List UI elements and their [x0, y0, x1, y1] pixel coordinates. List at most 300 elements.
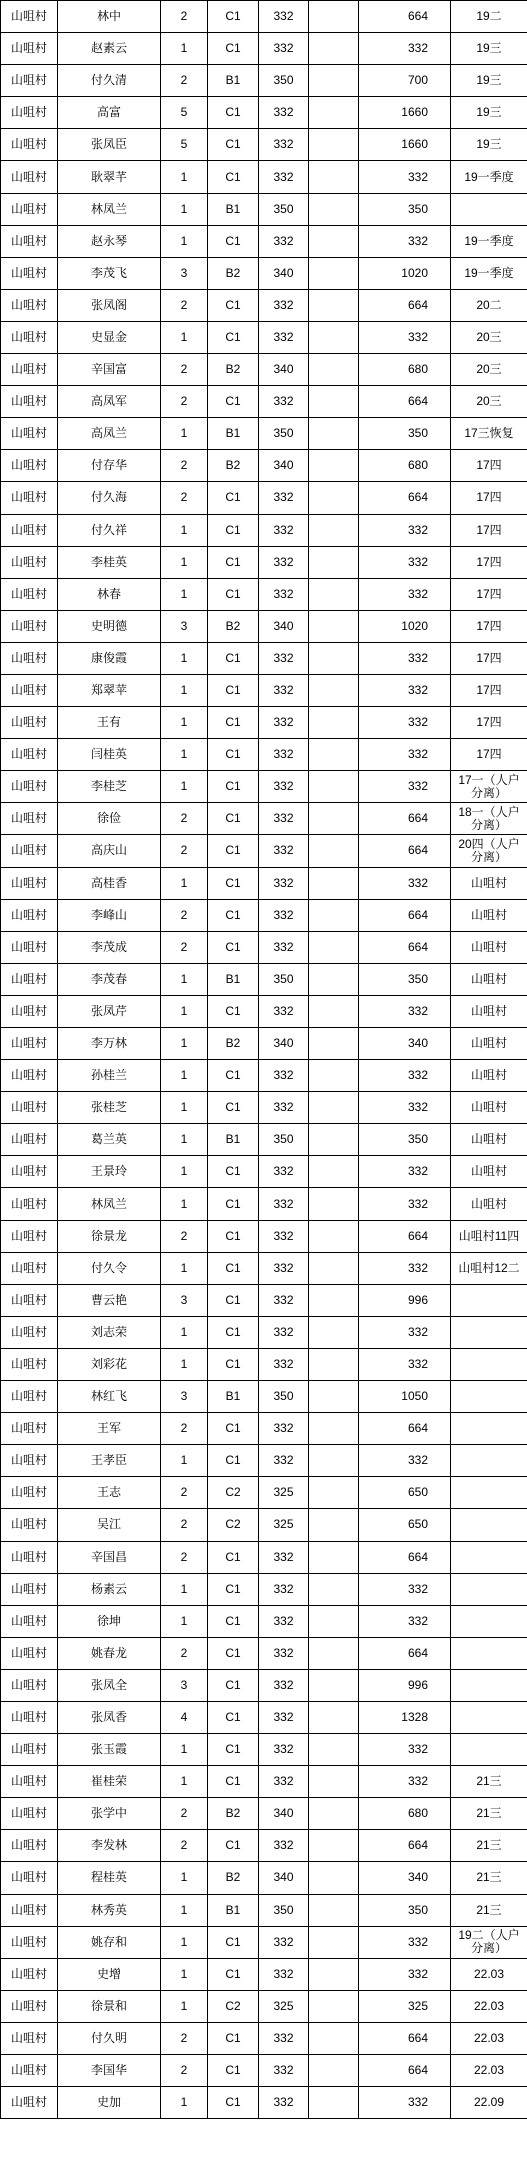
blank-cell	[309, 1573, 359, 1605]
household-count-cell: 1	[161, 1605, 208, 1637]
standard-cell: 332	[259, 707, 309, 739]
standard-cell: 332	[259, 1252, 309, 1284]
blank-cell	[309, 2022, 359, 2054]
blank-cell	[309, 1734, 359, 1766]
name-cell: 李茂飞	[58, 257, 161, 289]
name-cell: 林春	[58, 578, 161, 610]
level-cell: C1	[208, 321, 259, 353]
village-cell: 山咀村	[1, 867, 58, 899]
blank-cell	[309, 65, 359, 97]
village-cell: 山咀村	[1, 995, 58, 1027]
village-cell: 山咀村	[1, 161, 58, 193]
name-cell: 高凤军	[58, 386, 161, 418]
amount-cell: 332	[359, 1316, 451, 1348]
standard-cell: 332	[259, 2087, 309, 2119]
household-count-cell: 2	[161, 386, 208, 418]
level-cell: C1	[208, 1060, 259, 1092]
amount-cell: 664	[359, 1220, 451, 1252]
standard-cell: 350	[259, 418, 309, 450]
household-count-cell: 1	[161, 161, 208, 193]
village-cell: 山咀村	[1, 289, 58, 321]
level-cell: B2	[208, 610, 259, 642]
household-count-cell: 1	[161, 1734, 208, 1766]
note-cell: 21三	[451, 1894, 527, 1926]
note-cell: 山咀村	[451, 963, 527, 995]
household-count-cell: 2	[161, 931, 208, 963]
level-cell: C1	[208, 1830, 259, 1862]
table-row	[1, 321, 527, 353]
table-row	[1, 1348, 527, 1380]
table-row	[1, 2055, 527, 2087]
household-count-cell: 1	[161, 867, 208, 899]
table-row	[1, 1220, 527, 1252]
village-cell: 山咀村	[1, 674, 58, 706]
name-cell: 张凤香	[58, 1701, 161, 1733]
amount-cell: 996	[359, 1284, 451, 1316]
name-cell: 辛国富	[58, 354, 161, 386]
standard-cell: 332	[259, 739, 309, 771]
standard-cell: 332	[259, 1, 309, 33]
amount-cell: 1660	[359, 129, 451, 161]
amount-cell: 350	[359, 963, 451, 995]
level-cell: C1	[208, 546, 259, 578]
table-row	[1, 386, 527, 418]
note-cell	[451, 1413, 527, 1445]
blank-cell	[309, 2055, 359, 2087]
amount-cell: 332	[359, 225, 451, 257]
note-cell: 18一（人户分离）	[451, 803, 527, 835]
name-cell: 王景玲	[58, 1156, 161, 1188]
level-cell: C1	[208, 1701, 259, 1733]
blank-cell	[309, 931, 359, 963]
blank-cell	[309, 1894, 359, 1926]
amount-cell: 332	[359, 739, 451, 771]
level-cell: C1	[208, 129, 259, 161]
household-count-cell: 1	[161, 642, 208, 674]
village-cell: 山咀村	[1, 1413, 58, 1445]
standard-cell: 340	[259, 257, 309, 289]
household-count-cell: 2	[161, 1220, 208, 1252]
name-cell: 葛兰英	[58, 1124, 161, 1156]
name-cell: 高庆山	[58, 835, 161, 867]
name-cell: 李万林	[58, 1028, 161, 1060]
village-cell: 山咀村	[1, 771, 58, 803]
note-cell	[451, 1477, 527, 1509]
household-count-cell: 1	[161, 1252, 208, 1284]
note-cell	[451, 1734, 527, 1766]
table-row	[1, 1124, 527, 1156]
household-count-cell: 1	[161, 1894, 208, 1926]
household-count-cell: 1	[161, 578, 208, 610]
blank-cell	[309, 193, 359, 225]
name-cell: 高凤兰	[58, 418, 161, 450]
name-cell: 徐俭	[58, 803, 161, 835]
name-cell: 史明德	[58, 610, 161, 642]
blank-cell	[309, 1605, 359, 1637]
household-count-cell: 4	[161, 1701, 208, 1733]
household-count-cell: 2	[161, 1541, 208, 1573]
level-cell: B2	[208, 1862, 259, 1894]
table-row	[1, 1413, 527, 1445]
level-cell: C1	[208, 225, 259, 257]
blank-cell	[309, 1284, 359, 1316]
note-cell	[451, 1381, 527, 1413]
amount-cell: 340	[359, 1028, 451, 1060]
name-cell: 付存华	[58, 450, 161, 482]
blank-cell	[309, 1958, 359, 1990]
note-cell: 19三	[451, 97, 527, 129]
village-cell: 山咀村	[1, 1477, 58, 1509]
amount-cell: 664	[359, 1541, 451, 1573]
standard-cell: 332	[259, 1220, 309, 1252]
note-cell: 山咀村	[451, 931, 527, 963]
standard-cell: 332	[259, 1766, 309, 1798]
blank-cell	[309, 1252, 359, 1284]
level-cell: C1	[208, 1766, 259, 1798]
blank-cell	[309, 1348, 359, 1380]
note-cell: 山咀村	[451, 1124, 527, 1156]
blank-cell	[309, 835, 359, 867]
household-count-cell: 2	[161, 2055, 208, 2087]
note-cell: 17四	[451, 707, 527, 739]
standard-cell: 325	[259, 1509, 309, 1541]
blank-cell	[309, 161, 359, 193]
standard-cell: 332	[259, 1541, 309, 1573]
amount-cell: 680	[359, 1798, 451, 1830]
amount-cell: 332	[359, 642, 451, 674]
level-cell: C1	[208, 1252, 259, 1284]
standard-cell: 332	[259, 1092, 309, 1124]
village-cell: 山咀村	[1, 1445, 58, 1477]
amount-cell: 332	[359, 514, 451, 546]
amount-cell: 664	[359, 1413, 451, 1445]
name-cell: 闫桂英	[58, 739, 161, 771]
village-cell: 山咀村	[1, 931, 58, 963]
level-cell: C1	[208, 642, 259, 674]
note-cell: 20三	[451, 321, 527, 353]
amount-cell: 332	[359, 995, 451, 1027]
village-cell: 山咀村	[1, 1124, 58, 1156]
blank-cell	[309, 418, 359, 450]
note-cell: 19二（人户分离）	[451, 1926, 527, 1958]
name-cell: 崔桂荣	[58, 1766, 161, 1798]
standard-cell: 332	[259, 867, 309, 899]
blank-cell	[309, 225, 359, 257]
name-cell: 付久明	[58, 2022, 161, 2054]
village-cell: 山咀村	[1, 386, 58, 418]
standard-cell: 332	[259, 514, 309, 546]
level-cell: C1	[208, 1413, 259, 1445]
note-cell: 山咀村	[451, 1156, 527, 1188]
level-cell: B1	[208, 1124, 259, 1156]
village-cell: 山咀村	[1, 1092, 58, 1124]
blank-cell	[309, 1926, 359, 1958]
blank-cell	[309, 610, 359, 642]
amount-cell: 1050	[359, 1381, 451, 1413]
name-cell: 史显金	[58, 321, 161, 353]
table-row	[1, 963, 527, 995]
amount-cell: 1020	[359, 610, 451, 642]
table-row	[1, 1701, 527, 1733]
level-cell: C1	[208, 1669, 259, 1701]
note-cell: 21三	[451, 1766, 527, 1798]
amount-cell: 350	[359, 418, 451, 450]
table-row	[1, 1060, 527, 1092]
standard-cell: 350	[259, 193, 309, 225]
standard-cell: 332	[259, 1830, 309, 1862]
blank-cell	[309, 1701, 359, 1733]
village-cell: 山咀村	[1, 1990, 58, 2022]
village-cell: 山咀村	[1, 899, 58, 931]
blank-cell	[309, 995, 359, 1027]
household-count-cell: 1	[161, 771, 208, 803]
village-cell: 山咀村	[1, 2022, 58, 2054]
name-cell: 姚存和	[58, 1926, 161, 1958]
blank-cell	[309, 1477, 359, 1509]
standard-cell: 332	[259, 1605, 309, 1637]
blank-cell	[309, 97, 359, 129]
name-cell: 李桂芝	[58, 771, 161, 803]
household-count-cell: 2	[161, 803, 208, 835]
amount-cell: 350	[359, 1124, 451, 1156]
village-cell: 山咀村	[1, 2087, 58, 2119]
household-count-cell: 1	[161, 1445, 208, 1477]
level-cell: B2	[208, 1028, 259, 1060]
village-cell: 山咀村	[1, 1798, 58, 1830]
table-row	[1, 739, 527, 771]
standard-cell: 332	[259, 642, 309, 674]
village-cell: 山咀村	[1, 963, 58, 995]
blank-cell	[309, 674, 359, 706]
amount-cell: 325	[359, 1990, 451, 2022]
table-row	[1, 1156, 527, 1188]
household-count-cell: 1	[161, 1926, 208, 1958]
name-cell: 徐景龙	[58, 1220, 161, 1252]
level-cell: C1	[208, 2022, 259, 2054]
table-row	[1, 418, 527, 450]
village-cell: 山咀村	[1, 578, 58, 610]
blank-cell	[309, 707, 359, 739]
table-row	[1, 1445, 527, 1477]
name-cell: 徐景和	[58, 1990, 161, 2022]
name-cell: 郑翠苹	[58, 674, 161, 706]
village-cell: 山咀村	[1, 1637, 58, 1669]
household-count-cell: 2	[161, 1, 208, 33]
name-cell: 林红飞	[58, 1381, 161, 1413]
village-cell: 山咀村	[1, 418, 58, 450]
blank-cell	[309, 1028, 359, 1060]
village-cell: 山咀村	[1, 1381, 58, 1413]
name-cell: 李国华	[58, 2055, 161, 2087]
blank-cell	[309, 642, 359, 674]
household-count-cell: 1	[161, 1958, 208, 1990]
amount-cell: 332	[359, 1348, 451, 1380]
name-cell: 张学中	[58, 1798, 161, 1830]
level-cell: C1	[208, 1637, 259, 1669]
table-row	[1, 546, 527, 578]
table-row	[1, 1637, 527, 1669]
note-cell: 21三	[451, 1862, 527, 1894]
name-cell: 吴江	[58, 1509, 161, 1541]
name-cell: 高富	[58, 97, 161, 129]
level-cell: C2	[208, 1477, 259, 1509]
amount-cell: 664	[359, 1637, 451, 1669]
standard-cell: 332	[259, 482, 309, 514]
name-cell: 姚春龙	[58, 1637, 161, 1669]
household-count-cell: 5	[161, 129, 208, 161]
blank-cell	[309, 771, 359, 803]
amount-cell: 664	[359, 482, 451, 514]
standard-cell: 340	[259, 1862, 309, 1894]
amount-cell: 332	[359, 546, 451, 578]
note-cell	[451, 1669, 527, 1701]
household-count-cell: 3	[161, 610, 208, 642]
village-cell: 山咀村	[1, 450, 58, 482]
level-cell: C1	[208, 33, 259, 65]
household-count-cell: 1	[161, 1188, 208, 1220]
table-row	[1, 65, 527, 97]
name-cell: 林秀英	[58, 1894, 161, 1926]
household-count-cell: 1	[161, 193, 208, 225]
amount-cell: 332	[359, 1060, 451, 1092]
household-count-cell: 1	[161, 1862, 208, 1894]
amount-cell: 664	[359, 386, 451, 418]
blank-cell	[309, 1, 359, 33]
household-count-cell: 1	[161, 1766, 208, 1798]
amount-cell: 332	[359, 867, 451, 899]
standard-cell: 332	[259, 899, 309, 931]
village-cell: 山咀村	[1, 1509, 58, 1541]
note-cell	[451, 1509, 527, 1541]
table-row	[1, 1894, 527, 1926]
standard-cell: 332	[259, 1413, 309, 1445]
note-cell	[451, 1573, 527, 1605]
village-cell: 山咀村	[1, 1734, 58, 1766]
blank-cell	[309, 1060, 359, 1092]
table-row	[1, 1573, 527, 1605]
level-cell: B2	[208, 354, 259, 386]
amount-cell: 332	[359, 1573, 451, 1605]
standard-cell: 332	[259, 1926, 309, 1958]
household-count-cell: 1	[161, 33, 208, 65]
level-cell: C1	[208, 867, 259, 899]
household-count-cell: 2	[161, 1477, 208, 1509]
blank-cell	[309, 1766, 359, 1798]
amount-cell: 700	[359, 65, 451, 97]
level-cell: C1	[208, 2087, 259, 2119]
standard-cell: 332	[259, 1734, 309, 1766]
amount-cell: 332	[359, 1958, 451, 1990]
level-cell: C1	[208, 514, 259, 546]
table-row	[1, 610, 527, 642]
standard-cell: 325	[259, 1990, 309, 2022]
table-row	[1, 1798, 527, 1830]
blank-cell	[309, 867, 359, 899]
standard-cell: 332	[259, 1156, 309, 1188]
name-cell: 张桂芝	[58, 1092, 161, 1124]
table-row	[1, 835, 527, 867]
amount-cell: 332	[359, 1445, 451, 1477]
standard-cell: 332	[259, 1348, 309, 1380]
blank-cell	[309, 1188, 359, 1220]
amount-cell: 1328	[359, 1701, 451, 1733]
household-count-cell: 2	[161, 1798, 208, 1830]
village-cell: 山咀村	[1, 65, 58, 97]
village-cell: 山咀村	[1, 1958, 58, 1990]
name-cell: 王志	[58, 1477, 161, 1509]
name-cell: 程桂英	[58, 1862, 161, 1894]
note-cell: 17四	[451, 514, 527, 546]
blank-cell	[309, 1316, 359, 1348]
level-cell: C1	[208, 835, 259, 867]
note-cell: 20三	[451, 386, 527, 418]
household-count-cell: 2	[161, 450, 208, 482]
name-cell: 张玉霞	[58, 1734, 161, 1766]
table-row	[1, 1669, 527, 1701]
table-row	[1, 1381, 527, 1413]
name-cell: 李桂英	[58, 546, 161, 578]
level-cell: C1	[208, 995, 259, 1027]
amount-cell: 1660	[359, 97, 451, 129]
level-cell: B1	[208, 418, 259, 450]
amount-cell: 332	[359, 2087, 451, 2119]
village-cell: 山咀村	[1, 1605, 58, 1637]
blank-cell	[309, 1862, 359, 1894]
level-cell: C1	[208, 1188, 259, 1220]
table-row	[1, 450, 527, 482]
standard-cell: 332	[259, 1701, 309, 1733]
note-cell: 17四	[451, 610, 527, 642]
blank-cell	[309, 803, 359, 835]
level-cell: C1	[208, 1220, 259, 1252]
amount-cell: 664	[359, 289, 451, 321]
name-cell: 林凤兰	[58, 1188, 161, 1220]
standard-cell: 332	[259, 995, 309, 1027]
name-cell: 林凤兰	[58, 193, 161, 225]
amount-cell: 332	[359, 707, 451, 739]
standard-cell: 325	[259, 1477, 309, 1509]
village-cell: 山咀村	[1, 546, 58, 578]
standard-cell: 332	[259, 33, 309, 65]
household-count-cell: 2	[161, 1509, 208, 1541]
standard-cell: 332	[259, 321, 309, 353]
level-cell: C1	[208, 1605, 259, 1637]
blank-cell	[309, 1990, 359, 2022]
blank-cell	[309, 289, 359, 321]
note-cell: 17三恢复	[451, 418, 527, 450]
note-cell: 17四	[451, 578, 527, 610]
standard-cell: 332	[259, 1958, 309, 1990]
level-cell: C1	[208, 1958, 259, 1990]
table-row	[1, 899, 527, 931]
level-cell: B1	[208, 1381, 259, 1413]
level-cell: B2	[208, 450, 259, 482]
standard-cell: 332	[259, 1316, 309, 1348]
amount-cell: 332	[359, 1092, 451, 1124]
amount-cell: 332	[359, 1605, 451, 1637]
blank-cell	[309, 1830, 359, 1862]
village-cell: 山咀村	[1, 642, 58, 674]
amount-cell: 332	[359, 321, 451, 353]
blank-cell	[309, 1445, 359, 1477]
level-cell: B2	[208, 257, 259, 289]
standard-cell: 332	[259, 161, 309, 193]
amount-cell: 680	[359, 354, 451, 386]
amount-cell: 680	[359, 450, 451, 482]
blank-cell	[309, 257, 359, 289]
level-cell: B1	[208, 193, 259, 225]
amount-cell: 332	[359, 578, 451, 610]
